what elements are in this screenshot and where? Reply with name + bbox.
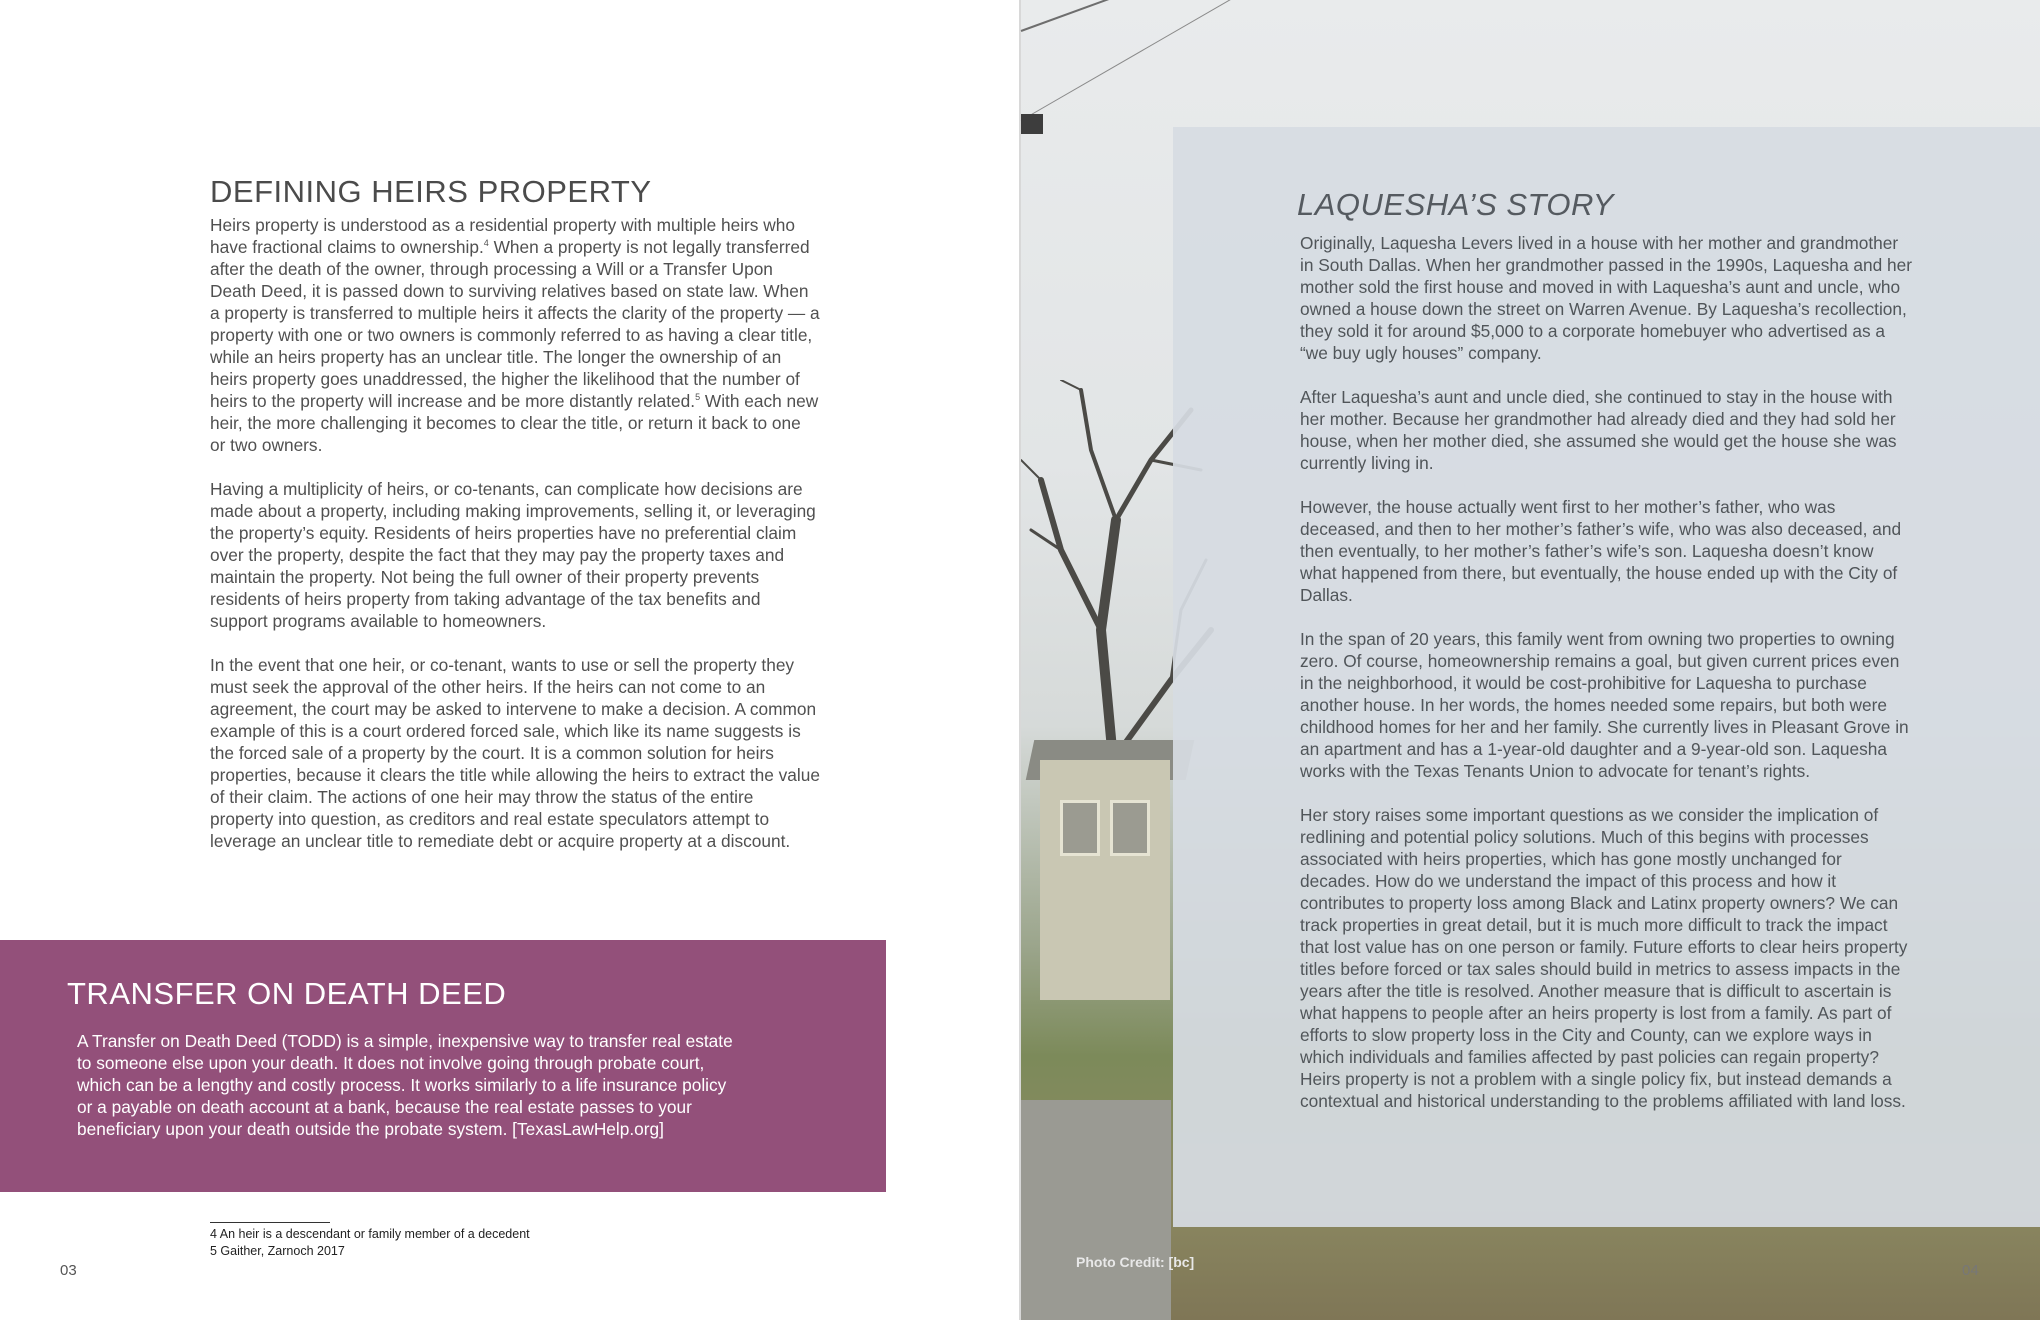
house [1040, 760, 1170, 1000]
pole-fixture [1021, 114, 1043, 134]
photo-credit: Photo Credit: [bc] [1076, 1254, 1195, 1270]
footnote-4: 4 An heir is a descendant or family member of a decedent [210, 1227, 530, 1241]
story-paragraph-2: After Laquesha’s aunt and uncle died, she continued to stay in the house with her mother. Because her grandmother had already died and they had sold her house, when her mother died, she assumed she would get the house she was currently living in. [1300, 387, 1897, 473]
todd-body: A Transfer on Death Deed (TODD) is a simple, inexpensive way to transfer real estate to someone else upon your death. It does not involve going through probate court, which can be a lengthy and costly process. It works similarly to a life insurance policy or a payable on death account at a bank, because the real estate passes to your beneficiary upon your death outside the probate system. [TexasLawHelp.org] [77, 1031, 733, 1139]
house-window [1110, 800, 1150, 856]
footnote-divider [210, 1222, 330, 1223]
heirs-paragraph-2: Having a multiplicity of heirs, or co-tenants, can complicate how decisions are made about a property, including making improvements, selling it, or leveraging the property’s equity. Residents of heirs properties have no preferential claim over the property, despite the fact that they may pay the property taxes and maintain the property. Not being the full owner of their property prevents residents of heirs property from taking advantage of the tax benefits and support programs available to homeowners. [210, 479, 816, 631]
road [1021, 1100, 1171, 1320]
story-paragraph-4: In the span of 20 years, this family went from owning two properties to owning zero. Of course, homeownership remains a goal, but given current prices even in the neighborhood, it would be cost-prohibitive for Laquesha to purchase another house. In her words, the homes needed some repairs, but both were childhood homes for her and her family. She currently lives in Pleasant Grove in an apartment and has a 1-year-old daughter and a 9-year-old son. Laquesha works with the Texas Tenants Union to advocate for tenant’s rights. [1300, 629, 1909, 781]
story-paragraph-5: Her story raises some important questions as we consider the implication of redlining and potential policy solutions. Much of this begins with processes associated with heirs properties, which has gone mostly unchanged for decades. How do we understand the impact of this process and how it contributes to property loss among Black and Latinx property owners? We can track properties in great detail, but it is much more difficult to track the impact that lost value has on one person or family. Future efforts to clear heirs property titles before forced or tax sales should build in metrics to assess impacts in the years after the title is resolved. Another measure that is difficult to ascertain is what happens to people after an heirs property is lost from a family. As part of efforts to slow property loss in the City and County, can we explore ways in which individuals and families affected by past policies can regain property? Heirs property is not a problem with a single policy fix, but instead demands a contextual and historical understanding to the problems affiliated with land loss. [1300, 805, 1908, 1111]
heirs-property-heading: DEFINING HEIRS PROPERTY [210, 174, 652, 209]
footnote-ref-4: 4 [483, 238, 489, 249]
page-number-right: 04 [1962, 1262, 1979, 1279]
page-number-left: 03 [60, 1262, 77, 1279]
footnote-5: 5 Gaither, Zarnoch 2017 [210, 1244, 345, 1258]
house-window [1060, 800, 1100, 856]
story-body [1300, 232, 1912, 1134]
story-heading: LAQUESHA’S STORY [1297, 187, 1614, 222]
footnote-ref-5: 5 [695, 392, 701, 403]
heirs-paragraph-1: Heirs property is understood as a residential property with multiple heirs who have fractional claims to ownership.$^4$ When a property is not legally transferred after the death of the owner, through processing a Will or a Transfer Upon Death Deed, it is passed down to surviving relatives based on state law. When a property is transferred to multiple heirs it affects the clarity of the property — a property with one or two owners is commonly referred to as having a clear title, while an heirs property has an unclear title. The longer the ownership of an heirs property goes unaddressed, the higher the likelihood that the number of heirs to the property will increase and be more distantly related.$^5$ With each new heir, the more challenging it becomes to clear the title, or return it back to one or two owners. [210, 215, 820, 455]
heirs-paragraph-3: In the event that one heir, or co-tenant, wants to use or sell the property they must seek the approval of the other heirs. If the heirs can not come to an agreement, the court may be asked to intervene to make a decision. A common example of this is a court ordered forced sale, which like its name suggests is the forced sale of a property by the court. It is a common solution for heirs properties, because it clears the title while allowing the heirs to extract the value of their claim. The actions of one heir may throw the status of the entire property into question, as creditors and real estate speculators attempt to leverage an unclear title to remediate debt or acquire property at a discount. [210, 655, 820, 851]
footnotes [210, 1226, 530, 1260]
todd-heading: TRANSFER ON DEATH DEED [67, 976, 507, 1011]
story-paragraph-3: However, the house actually went first to her mother’s father, who was deceased, and then to her mother’s father’s wife, who was also deceased, and then eventually, to her mother’s father’s wife’s son. Laquesha doesn’t know what happened from there, but eventually, the house ended up with the City of Dallas. [1300, 497, 1902, 605]
heirs-property-body [210, 214, 820, 874]
story-paragraph-1: Originally, Laquesha Levers lived in a house with her mother and grandmother in South Dallas. When her grandmother passed in the 1990s, Laquesha and her mother sold the first house and moved in with Laquesha’s aunt and uncle, who owned a house down the street on Warren Avenue. By Laquesha’s recollection, they sold it for around $5,000 to a corporate homebuyer who advertised as a “we buy ugly houses” company. [1300, 233, 1912, 363]
